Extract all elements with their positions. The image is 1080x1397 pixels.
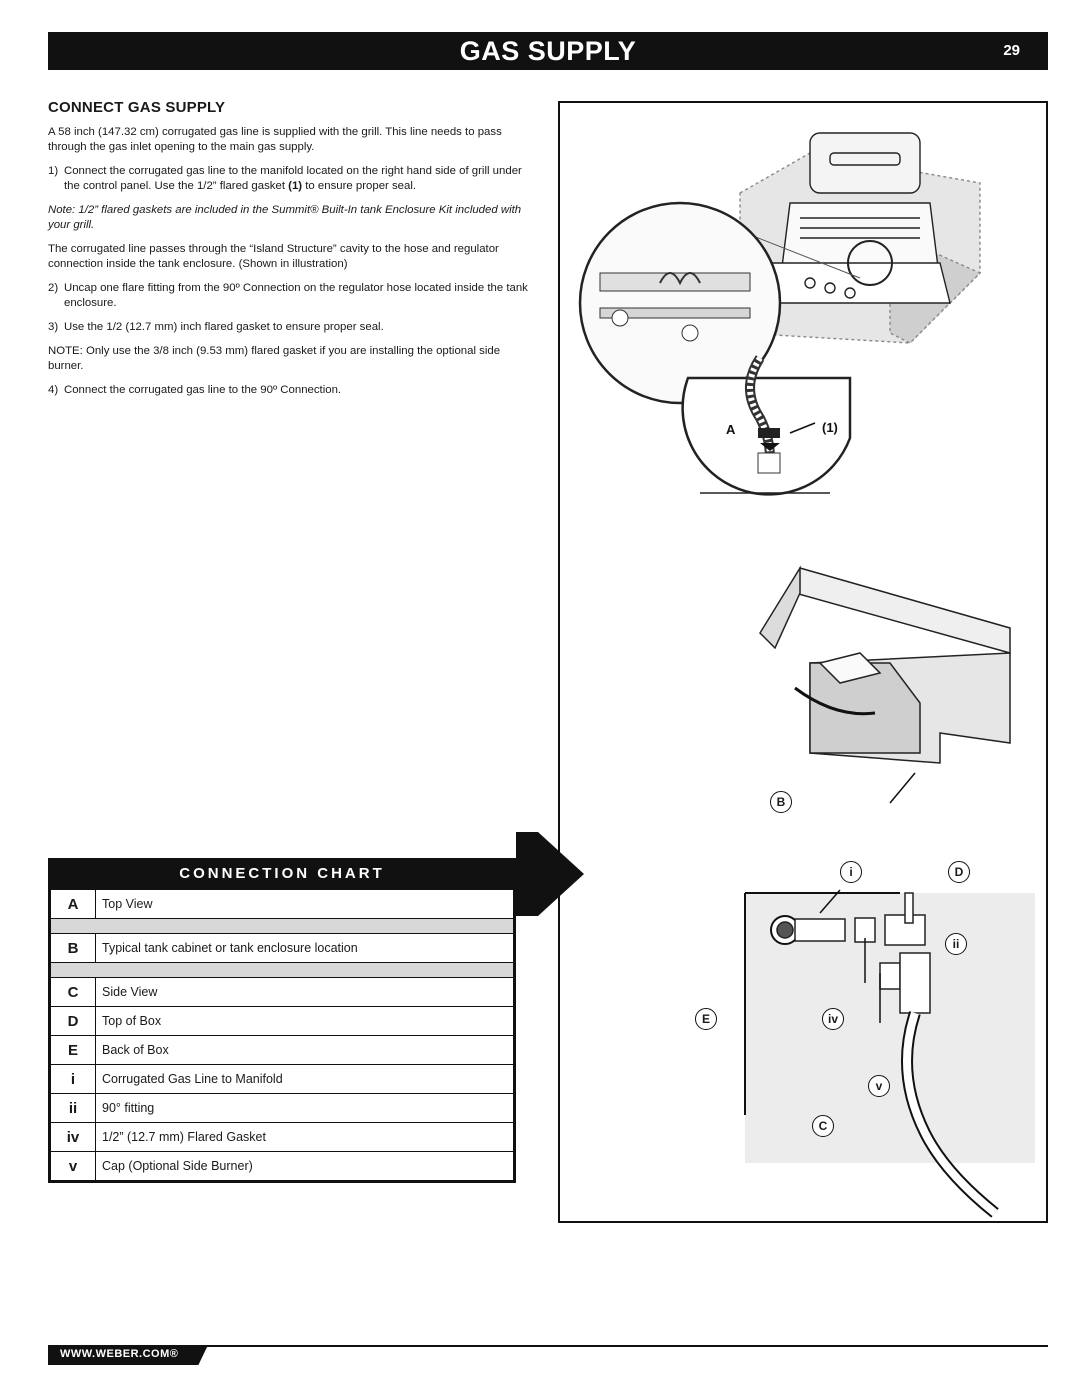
step-text: Use the 1/2 (12.7 mm) inch flared gasket to ensure proper seal. (64, 321, 384, 333)
chart-key: iv (51, 1123, 96, 1151)
chart-row (51, 1006, 513, 1035)
chart-key: D (51, 1007, 96, 1035)
chart-key: B (51, 934, 96, 962)
figure-label-c: C (812, 1115, 834, 1137)
figure-label-iv: iv (822, 1008, 844, 1030)
note-paragraph: Note: 1/2” flared gaskets are included in the Summit® Built-In tank Enclosure Kit included with your grill. (48, 204, 522, 231)
chart-value: Back of Box (102, 1043, 169, 1057)
page-title: GAS SUPPLY (459, 36, 637, 66)
chart-row (51, 1064, 513, 1093)
figure-label-i: i (840, 861, 862, 883)
chart-row (51, 1093, 513, 1122)
chart-table (48, 890, 516, 1183)
chart-header (48, 858, 516, 890)
step-text (64, 164, 538, 194)
chart-value: Side View (102, 985, 158, 999)
step-text: Uncap one flare fitting from the 90º Connection on the regulator hose located inside the tank enclosure. (64, 282, 528, 309)
figure-label-v: v (868, 1075, 890, 1097)
chart-value: Corrugated Gas Line to Manifold (102, 1072, 283, 1086)
chart-arrow-stem (516, 832, 538, 916)
step-text: Connect the corrugated gas line to the 90º Connection. (64, 384, 342, 396)
chart-key: E (51, 1036, 96, 1064)
gasket-callout: (1) (288, 180, 303, 192)
chart-key: A (51, 890, 96, 918)
chart-value: Top of Box (102, 1014, 162, 1028)
step-4 (48, 383, 538, 398)
step-2 (48, 281, 538, 311)
chart-row (51, 1122, 513, 1151)
figure-label-gasket: (1) (822, 420, 838, 435)
chart-key: i (51, 1065, 96, 1093)
chart-value: Typical tank cabinet or tank enclosure location (102, 941, 358, 955)
note-side-burner: NOTE: Only use the 3/8 inch (9.53 mm) flared gasket if you are installing the optional side burner. (48, 345, 501, 372)
page-header (48, 32, 1048, 70)
step-text-part: Connect the corrugated gas line to the manifold located on the right hand side of grill under the control panel. Use the 1/2” flared gasket (64, 165, 522, 192)
chart-key: ii (51, 1094, 96, 1122)
side-view-illustration (745, 890, 1035, 1213)
figure-label-a: A (726, 422, 736, 437)
step-number: 4) (48, 384, 59, 396)
step-text-part: to ensure proper seal. (302, 180, 417, 192)
island-structure-paragraph: The corrugated line passes through the “Island Structure” cavity to the hose and regulator connection inside the tank enclosure. (Shown in illustration) (48, 243, 499, 270)
connection-chart (48, 832, 588, 1182)
chart-value: 1/2” (12.7 mm) Flared Gasket (102, 1130, 266, 1144)
chart-row (51, 1035, 513, 1064)
chart-row (51, 978, 513, 1006)
chart-divider (51, 918, 513, 934)
chart-value: Top View (102, 897, 153, 911)
step-number: 1) (48, 165, 59, 177)
page-number: 29 (1003, 42, 1020, 59)
installation-illustration (560, 103, 1046, 1221)
illustration-box (558, 101, 1048, 1223)
section-title: CONNECT GAS SUPPLY (48, 99, 226, 116)
island-structure-illustration (760, 568, 1010, 803)
figure-label-e: E (695, 1008, 717, 1030)
step-1 (48, 164, 538, 194)
footer-url: WWW.WEBER.COM® (60, 1348, 179, 1360)
chart-divider (51, 962, 513, 978)
chart-title: CONNECTION CHART (179, 865, 385, 882)
chart-row (51, 890, 513, 918)
chart-key: v (51, 1152, 96, 1180)
step-3 (48, 320, 538, 335)
chart-value: Cap (Optional Side Burner) (102, 1159, 253, 1173)
instructions-column (48, 100, 538, 407)
figure-label-ii: ii (945, 933, 967, 955)
chart-key: C (51, 978, 96, 1006)
chart-row (51, 934, 513, 962)
step-number: 2) (48, 282, 59, 294)
chart-value: 90° fitting (102, 1101, 155, 1115)
chart-row (51, 1151, 513, 1180)
step-number: 3) (48, 321, 59, 333)
intro-paragraph: A 58 inch (147.32 cm) corrugated gas line is supplied with the grill. This line needs to pass through the gas inlet opening to the main gas supply. (48, 126, 502, 153)
figure-label-d: D (948, 861, 970, 883)
figure-label-b: B (770, 791, 792, 813)
